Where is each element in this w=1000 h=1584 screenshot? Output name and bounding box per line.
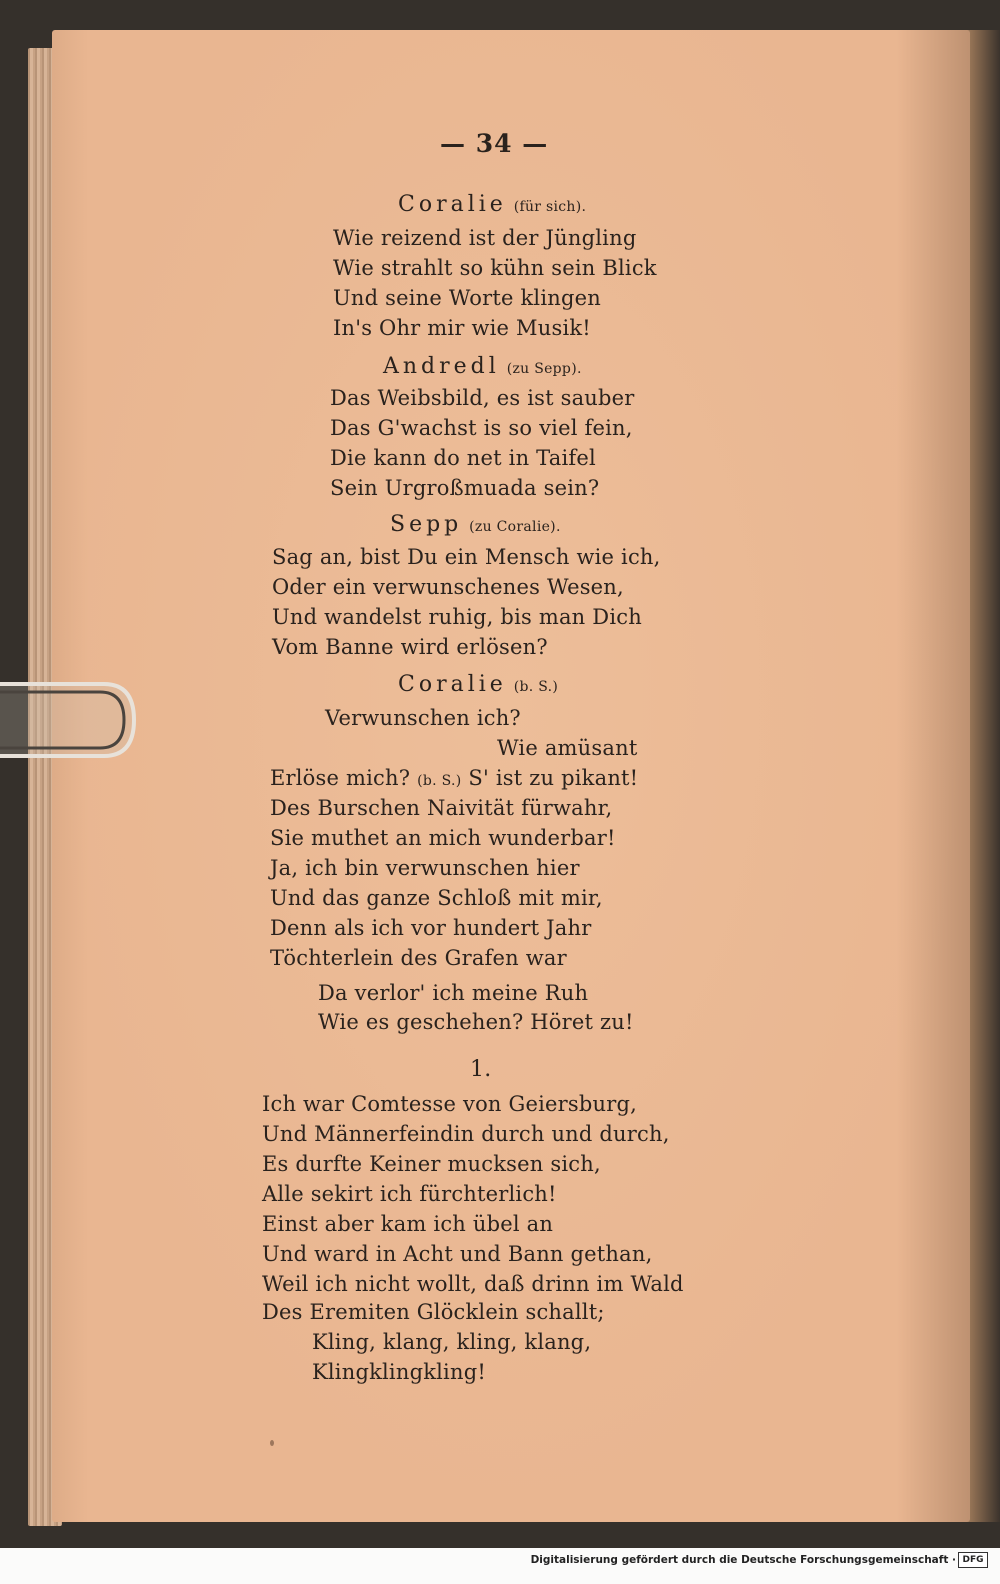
stage-direction: (b. S.) bbox=[417, 773, 462, 789]
speaker-name: Sepp bbox=[390, 512, 463, 537]
song-line: Es durfte Keiner mucksen sich, bbox=[262, 1152, 601, 1176]
speaker-name: Coralie bbox=[398, 672, 507, 697]
verse-line: Wie reizend ist der Jüngling bbox=[333, 226, 637, 250]
speaker-heading bbox=[398, 190, 586, 221]
verse-line: In's Ohr mir wie Musik! bbox=[333, 316, 591, 340]
verse-line: Sie muthet an mich wunderbar! bbox=[270, 826, 616, 850]
stage-direction: (zu Sepp). bbox=[506, 361, 582, 377]
song-line: Alle sekirt ich fürchterlich! bbox=[262, 1182, 557, 1206]
verse-line: Sein Urgroßmuada sein? bbox=[330, 476, 600, 500]
song-line: Des Eremiten Glöcklein schallt; bbox=[262, 1300, 605, 1324]
verse-line: Wie amüsant bbox=[497, 736, 638, 760]
speaker-heading bbox=[383, 352, 582, 383]
verse-line: Vom Banne wird erlösen? bbox=[272, 635, 548, 659]
digitization-credit: Digitalisierung gefördert durch die Deutsche Forschungsgemeinschaft · bbox=[530, 1554, 956, 1566]
verse-line: Und wandelst ruhig, bis man Dich bbox=[272, 605, 642, 629]
verse-line: Ja, ich bin verwunschen hier bbox=[270, 856, 580, 880]
dfg-logo: DFG bbox=[958, 1552, 988, 1568]
song-line: Weil ich nicht wollt, daß drinn im Wald bbox=[262, 1272, 684, 1296]
song-line: Einst aber kam ich übel an bbox=[262, 1212, 554, 1236]
verse-line: Töchterlein des Grafen war bbox=[270, 946, 567, 970]
refrain-line: Klingklingkling! bbox=[312, 1360, 486, 1384]
verse-line: Wie strahlt so kühn sein Blick bbox=[333, 256, 657, 280]
speaker-name: Andredl bbox=[383, 354, 500, 379]
verse-line: Oder ein verwunschenes Wesen, bbox=[272, 575, 624, 599]
verse-line: Und das ganze Schloß mit mir, bbox=[270, 886, 603, 910]
stage-direction: (für sich). bbox=[513, 199, 587, 215]
page-number: — 34 — bbox=[440, 129, 549, 158]
refrain-line: Kling, klang, kling, klang, bbox=[312, 1330, 592, 1354]
verse-number: 1. bbox=[470, 1057, 492, 1082]
verse-line: Des Burschen Naivität fürwahr, bbox=[270, 796, 613, 820]
verse-line: Verwunschen ich? bbox=[325, 706, 521, 730]
song-line: Ich war Comtesse von Geiersburg, bbox=[262, 1092, 638, 1116]
verse-line: Die kann do net in Taifel bbox=[330, 446, 596, 470]
verse-fragment: S' ist zu pikant! bbox=[468, 766, 639, 790]
stage-direction: (b. S.) bbox=[513, 679, 559, 695]
song-line: Und ward in Acht und Bann gethan, bbox=[262, 1242, 653, 1266]
song-line: Und Männerfeindin durch und durch, bbox=[262, 1122, 670, 1146]
stage-direction: (zu Coralie). bbox=[469, 519, 561, 535]
verse-line: Und seine Worte klingen bbox=[333, 286, 601, 310]
verse-line: Sag an, bist Du ein Mensch wie ich, bbox=[272, 545, 661, 569]
page-clip bbox=[0, 672, 142, 768]
paper-speck bbox=[270, 1440, 274, 1446]
verse-line: Das G'wachst is so viel fein, bbox=[330, 416, 633, 440]
verse-line bbox=[270, 764, 638, 795]
verse-fragment: Erlöse mich? bbox=[270, 766, 411, 790]
verse-line: Denn als ich vor hundert Jahr bbox=[270, 916, 592, 940]
verse-line: Wie es geschehen? Höret zu! bbox=[318, 1010, 634, 1034]
verse-line: Das Weibsbild, es ist sauber bbox=[330, 386, 635, 410]
speaker-heading bbox=[398, 670, 558, 701]
speaker-heading bbox=[390, 510, 561, 541]
verse-line: Da verlor' ich meine Ruh bbox=[318, 981, 589, 1005]
speaker-name: Coralie bbox=[398, 192, 507, 217]
